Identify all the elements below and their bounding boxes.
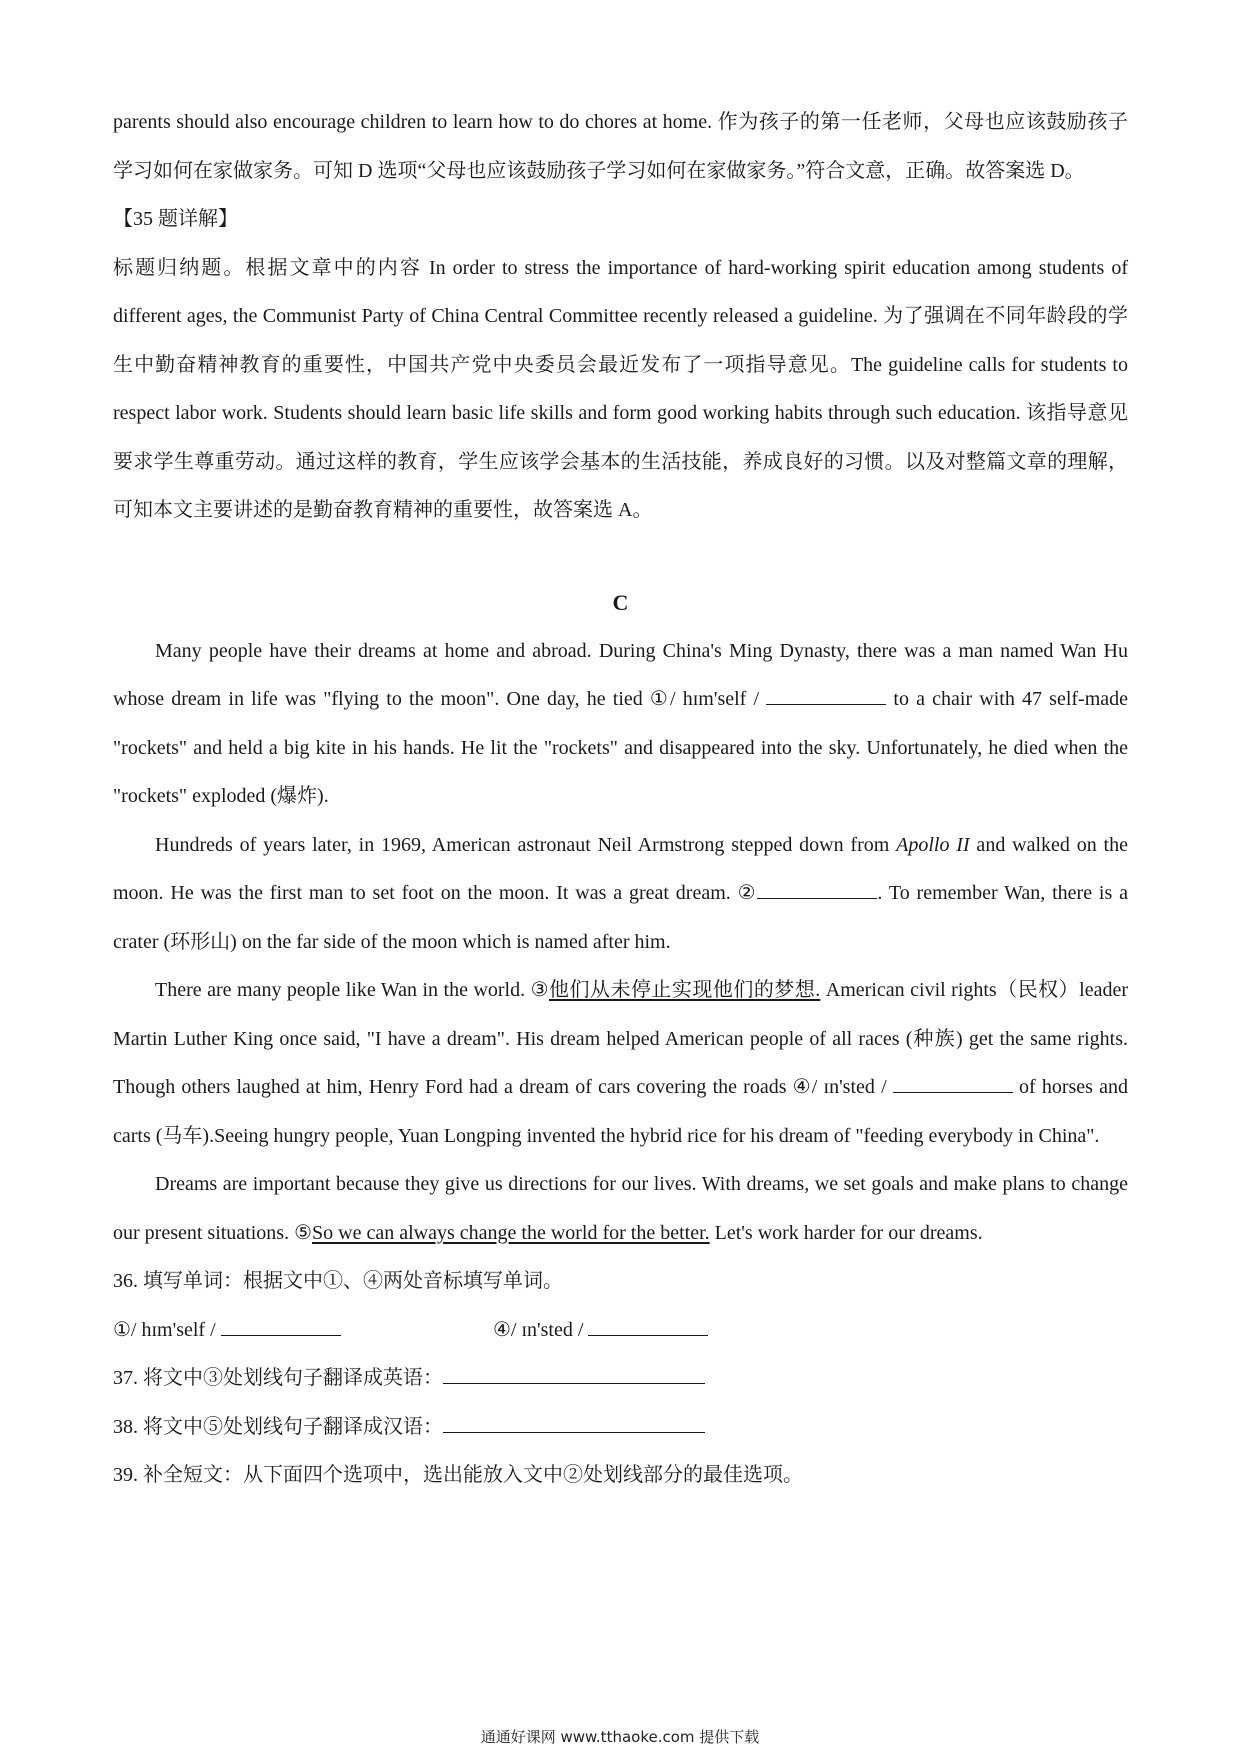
- answer-35-heading: 【35 题详解】: [113, 208, 238, 230]
- q37-text: 37. 将文中③处划线句子翻译成英语：: [113, 1367, 443, 1389]
- apollo-title: Apollo II: [896, 833, 970, 856]
- q36-answer-4[interactable]: [588, 1317, 708, 1336]
- p3-text-a: There are many people like Wan in the world. ③: [155, 979, 549, 1001]
- p4-text-a: Dreams are important because they give us directions for our lives. With dreams, we set goals and make plans to change our present situations. ⑤: [113, 1173, 1128, 1244]
- blank-4[interactable]: [893, 1074, 1013, 1093]
- passage-paragraph-4: [113, 1160, 1128, 1257]
- answer-34-continued: parents should also encourage children to learn how to do chores at home. 作为孩子的第一任老师，父母也应该鼓励孩子学习如何在家做家务。可知 D 选项“父母也应该鼓励孩子学习如何在家做家务。”符合文意，正确。故答案选 D。: [113, 111, 1128, 182]
- p1-text-b: to a chair with 47 self-made "rockets" and held a big kite in his hands. He lit the "rockets" and disappeared into the sky. Unfortunately, he died when the "rockets" exploded (爆炸).: [113, 688, 1129, 807]
- passage-paragraph-1: [113, 627, 1128, 821]
- underlined-sentence-5: So we can always change the world for the better.: [312, 1221, 710, 1244]
- question-37: [113, 1354, 1128, 1403]
- passage-c-title: C: [612, 589, 629, 615]
- blank-2[interactable]: [757, 880, 877, 899]
- blank-1[interactable]: [766, 686, 886, 705]
- q38-text: 38. 将文中⑤处划线句子翻译成汉语：: [113, 1415, 443, 1438]
- p1-text-a: Many people have their dreams at home and abroad. During China's Ming Dynasty, there was a man named Wan Hu whose dream in life was "flying to the moon". One day, he tied ①/ hɪm'self /: [113, 639, 1128, 710]
- passage-paragraph-2: [113, 821, 1128, 967]
- passage-paragraph-3: [113, 966, 1128, 1160]
- q38-answer[interactable]: [443, 1414, 705, 1433]
- question-39: 39. 补全短文：从下面四个选项中，选出能放入文中②处划线部分的最佳选项。: [113, 1464, 803, 1486]
- page-footer: 通通好课网 www.tthaoke.com 提供下载: [480, 1728, 760, 1746]
- question-36-fields: [113, 1306, 1128, 1355]
- p3-text-c: of horses and carts (马车).Seeing hungry people, Yuan Longping invented the hybrid rice for his dream of "feeding everybody in China".: [113, 1076, 1129, 1147]
- q37-answer[interactable]: [443, 1365, 705, 1384]
- question-38: [113, 1403, 1128, 1452]
- q36-item-1: [113, 1306, 493, 1355]
- p3-text-b: American civil rights（民权）leader Martin Luther King once said, "I have a dream". His dream helped American people of all races (种族) get the same rights. Though others laughed at him, Henry Ford had a dream of cars covering the roads ④/ ɪn'sted /: [113, 979, 1128, 1098]
- q36-item-4: [493, 1306, 708, 1355]
- p4-text-b: Let's work harder for our dreams.: [709, 1221, 983, 1244]
- p2-text-a: Hundreds of years later, in 1969, American astronaut Neil Armstrong stepped down from: [155, 833, 897, 856]
- p2-text-c: . To remember Wan, there is a crater (环形山) on the far side of the moon which is named after him.: [113, 882, 1128, 953]
- q36-label-1: ①/ hɪm'self /: [113, 1318, 221, 1341]
- question-36: 36. 填写单词：根据文中①、④两处音标填写单词。: [113, 1270, 563, 1292]
- q36-label-4: ④/ ɪn'sted /: [493, 1318, 589, 1341]
- p2-text-b: and walked on the moon. He was the first man to set foot on the moon. It was a great dream. ②: [113, 833, 1128, 904]
- q36-answer-1[interactable]: [221, 1317, 341, 1336]
- underlined-sentence-3: 他们从未停止实现他们的梦想.: [549, 979, 821, 1001]
- answer-35-explanation: 标题归纳题。根据文章中的内容 In order to stress the importance of hard-working spirit education among students of different ages, the Communist Party of China Central Committee recently released a guideline. 为了强调在不同年龄段的学生中勤奋精神教育的重要性，中国共产党中央委员会最近发布了一项指导意见。The guideline calls for students to respect labor work. Students should learn basic life skills and form good working habits through such education. 该指导意见要求学生尊重劳动。通过这样的教育，学生应该学会基本的生活技能，养成良好的习惯。以及对整篇文章的理解，可知本文主要讲述的是勤奋教育精神的重要性，故答案选 A。: [113, 256, 1128, 521]
